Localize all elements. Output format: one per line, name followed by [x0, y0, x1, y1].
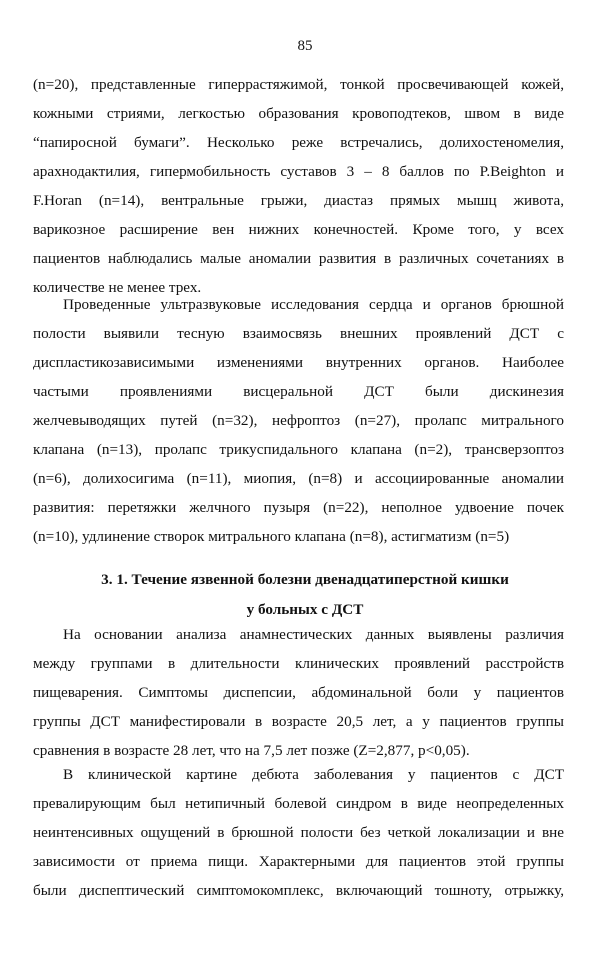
paragraph-2: [33, 290, 564, 551]
text-line: превалирующим был нетипичный болевой синдром в виде неопределенных: [33, 795, 564, 812]
text-line: клапана (n=13), пролапс трикуспидального клапана (n=2), трансверзоптоз: [33, 441, 564, 458]
section-heading-line: 3. 1. Течение язвенной болезни двенадцатиперстной кишки: [101, 571, 509, 588]
text-line: полости выявили тесную взаимосвязь внешних проявлений ДСТ с: [33, 325, 564, 342]
text-line: (n=20), представленные гиперрастяжимой, тонкой просвечивающей кожей,: [33, 76, 564, 93]
page-number: 85: [297, 38, 313, 54]
section-heading-line: у больных с ДСТ: [246, 601, 364, 618]
text-line: развития: перетяжки желчного пузыря (n=22), неполное удвоение почек: [33, 499, 564, 516]
text-line: между группами в длительности клинических проявлений расстройств: [33, 655, 564, 672]
text-line: количестве не менее трех.: [33, 279, 202, 296]
text-line: группы ДСТ манифестировали в возрасте 20,5 лет, а у пациентов группы: [33, 713, 564, 730]
paragraph-1: [33, 70, 564, 302]
text-line: (n=6), долихосигима (n=11), миопия, (n=8) и ассоциированные аномалии: [33, 470, 564, 487]
text-line: арахнодактилия, гипермобильность суставов 3 – 8 баллов по P.Beighton и: [33, 163, 564, 180]
text-line: “папиросной бумаги”. Несколько реже встречались, долихостеномелия,: [33, 134, 564, 151]
text-line: варикозное расширение вен нижних конечностей. Кроме того, у всех: [33, 221, 564, 238]
text-line: зависимости от приема пищи. Характерными для пациентов этой группы: [33, 853, 564, 870]
text-line: были диспептический симптомокомплекс, включающий тошноту, отрыжку,: [33, 882, 564, 899]
text-line: Проведенные ультразвуковые исследования сердца и органов брюшной: [63, 296, 564, 313]
text-line: В клинической картине дебюта заболевания у пациентов с ДСТ: [63, 766, 564, 783]
text-line: F.Horan (n=14), вентральные грыжи, диастаз прямых мышц живота,: [33, 192, 564, 209]
paragraph-4: [33, 760, 564, 905]
text-line: пациентов наблюдались малые аномалии развития в различных сочетаниях в: [33, 250, 564, 267]
text-line: кожными стриями, легкостью образования кровоподтеков, швом в виде: [33, 105, 564, 122]
text-line: сравнения в возрасте 28 лет, что на 7,5 лет позже (Z=2,877, p<0,05).: [33, 742, 470, 759]
text-line: частыми проявлениями висцеральной ДСТ были дискинезия: [33, 383, 564, 400]
text-line: пищеварения. Симптомы диспепсии, абдоминальной боли у пациентов: [33, 684, 564, 701]
section-heading: [0, 565, 610, 625]
text-line: На основании анализа анамнестических данных выявлены различия: [63, 626, 564, 643]
text-line: желчевыводящих путей (n=32), нефроптоз (n=27), пролапс митрального: [33, 412, 564, 429]
text-line: неинтенсивных ощущений в брюшной полости без четкой локализации и вне: [33, 824, 564, 841]
paragraph-3: [33, 620, 564, 765]
text-line: (n=10), удлинение створок митрального клапана (n=8), астигматизм (n=5): [33, 528, 510, 545]
text-line: диспластикозависимыми изменениями внутренних органов. Наиболее: [33, 354, 564, 371]
